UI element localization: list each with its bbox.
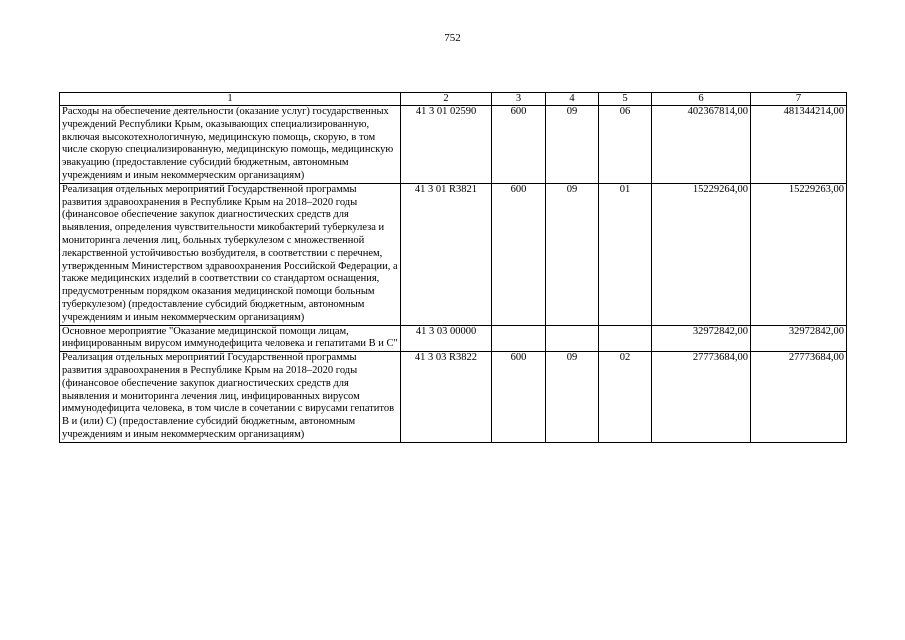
row-amount-col6: 32972842,00 [652,325,751,352]
row-amount-col6: 402367814,00 [652,106,751,184]
column-header: 2 [401,93,492,106]
table-row [60,352,847,443]
row-col4: 09 [546,183,599,325]
row-amount-col7: 15229263,00 [751,183,847,325]
row-amount-col6: 15229264,00 [652,183,751,325]
row-col4 [546,325,599,352]
row-code: 41 3 01 02590 [401,106,492,184]
row-description: Расходы на обеспечение деятельности (оказание услуг) государственных учреждений Республики Крым, оказывающих специализированную, включая высокотехнологичную, медицинскую помощь, скорую, в том числе скорую специализированную, медицинскую помощь, медицинскую эвакуацию (предоставление субсидий бюджетным, автономным учреждениям и иным некоммерческим организациям) [60,106,401,184]
row-description: Основное мероприятие "Оказание медицинской помощи лицам, инфицированным вирусом иммунодефицита человека и гепатитами В и С" [60,325,401,352]
row-code: 41 3 01 R3821 [401,183,492,325]
row-col4: 09 [546,352,599,443]
budget-table [59,92,847,443]
row-amount-col6: 27773684,00 [652,352,751,443]
row-code: 41 3 03 00000 [401,325,492,352]
row-col5: 01 [599,183,652,325]
row-col5 [599,325,652,352]
row-description: Реализация отдельных мероприятий Государственной программы развития здравоохранения в Республике Крым на 2018–2020 годы (финансовое обеспечение закупок диагностических средств для выявления и мониторинга лечения лиц, инфицированных вирусом иммунодефицита человека, в том числе в сочетании с вирусами гепатитов В и (или) С) (предоставление субсидий бюджетным, автономным учреждениям и иным некоммерческим организациям) [60,352,401,443]
column-header: 1 [60,93,401,106]
column-header: 5 [599,93,652,106]
row-amount-col7: 481344214,00 [751,106,847,184]
column-header: 3 [492,93,546,106]
table-row [60,106,847,184]
row-amount-col7: 27773684,00 [751,352,847,443]
column-header: 7 [751,93,847,106]
row-code: 41 3 03 R3822 [401,352,492,443]
row-col5: 06 [599,106,652,184]
column-header: 4 [546,93,599,106]
row-amount-col7: 32972842,00 [751,325,847,352]
page-number: 752 [444,32,461,44]
column-header: 6 [652,93,751,106]
row-col3: 600 [492,183,546,325]
row-col4: 09 [546,106,599,184]
row-description: Реализация отдельных мероприятий Государственной программы развития здравоохранения в Республике Крым на 2018–2020 годы (финансовое обеспечение закупок диагностических средств для выявления, определения чувствительности микобактерий туберкулеза и мониторинга лечения лиц, больных туберкулезом с множественной лекарственной устойчивостью возбудителя, в соответствии с перечнем, утвержденным Министерством здравоохранения Российской Федерации, а также медицинских изделий в соответствии со стандартом оснащения, предусмотренным порядком оказания медицинской помощи больным туберкулезом) (предоставление субсидий бюджетным, автономным учреждениям и иным некоммерческим организациям) [60,183,401,325]
table-row [60,325,847,352]
row-col3: 600 [492,106,546,184]
row-col3 [492,325,546,352]
header-row [60,93,847,106]
table-row [60,183,847,325]
row-col5: 02 [599,352,652,443]
row-col3: 600 [492,352,546,443]
